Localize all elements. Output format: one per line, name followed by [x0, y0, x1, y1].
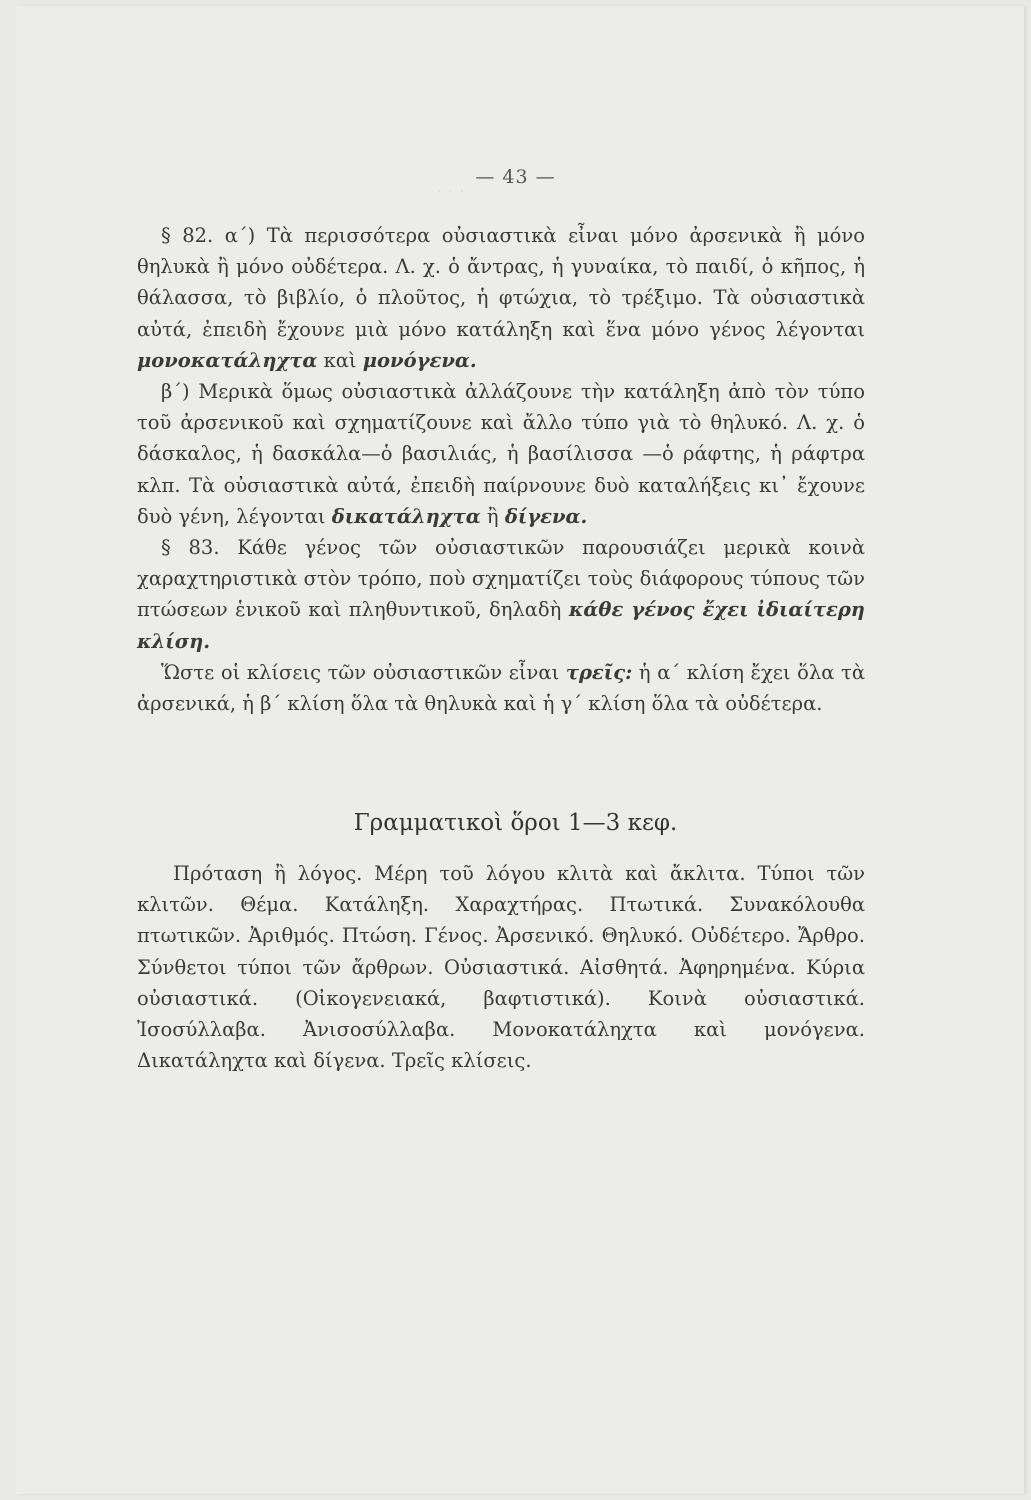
paragraph-82a-text-2: καὶ [317, 348, 363, 372]
paragraph-82b-text-2: ἢ [480, 504, 505, 528]
term-dikatalichta: δικατάληχτα [331, 504, 481, 528]
paragraph-83 [137, 532, 865, 657]
paragraph-82b-text-1: β΄) Μερικὰ ὅμως οὐσιαστικὰ ἀλλάζουνε τὴν κατάληξη ἀπὸ τὸν τύπο τοῦ ἀρσενικοῦ καὶ σχηματίζουνε καὶ ἄλλο τύπο γιὰ τὸ θηλυκό. Λ. χ. ὁ δάσκαλος, ἡ δασκάλα—ὁ βασιλιάς, ἡ βασίλισσα —ὁ ράφτης, ἡ ράφτρα κλπ. Τὰ οὐσιαστικὰ αὐτά, ἐπειδὴ παίρνουνε δυὸ καταλήξεις κι᾿ ἔχουνε δυὸ γένη, λέγονται [137, 380, 865, 528]
body-text [137, 220, 865, 719]
paragraph-82a [137, 220, 865, 376]
paragraph-82b [137, 376, 865, 532]
section-heading: Γραμματικοὶ ὅροι 1—3 κεφ. [353, 810, 678, 836]
glossary-terms: Πρόταση ἢ λόγος. Μέρη τοῦ λόγου κλιτὰ καὶ ἄκλιτα. Τύποι τῶν κλιτῶν. Θέμα. Κατάληξη. Χαραχτήρας. Πτωτικά. Συνακόλουθα πτωτικῶν. Ἀριθμός. Πτώση. Γένος. Ἀρσενικό. Θηλυκό. Οὐδέτερο. Ἄρθρο. Σύνθετοι τύποι τῶν ἄρθρων. Οὐσιαστικά. Αἰσθητά. Ἀφηρημένα. Κύρια οὐσιαστικά. (Οἰκογενειακά, βαφτιστικά). Κοινὰ οὐσιαστικά. Ἰσοσύλλαβα. Ἀνισοσύλλαβα. Μονοκατάληχτα καὶ μονόγενα. Δικατάληχτα καὶ δίγενα. Τρεῖς κλίσεις. [137, 862, 865, 1073]
term-treis: τρεῖς: [565, 660, 633, 684]
paragraph-82a-text-1: § 82. α΄) Τὰ περισσότερα οὐσιαστικὰ εἶναι μόνο ἀρσενικὰ ἢ μόνο θηλυκὰ ἢ μόνο οὐδέτερα. Λ. χ. ὁ ἄντρας, ἡ γυναίκα, τὸ παιδί, ὁ κῆπος, ἡ θάλασσα, τὸ βιβλίο, ὁ πλοῦτος, ἡ φτώχια, τὸ τρέξιμο. Τὰ οὐσιαστικὰ αὐτά, ἐπειδὴ ἔχουνε μιὰ μόνο κατάληξη καὶ ἕνα μόνο γένος λέγονται [137, 224, 865, 341]
page-number: — 43 — [475, 166, 556, 188]
term-idiaiteri-klisi: κάθε γένος ἔχει ἰδιαίτερη κλίση. [137, 598, 865, 653]
paragraph-83b-text-2: ἡ α΄ κλίση ἔχει ὅλα τὰ ἀρσενικά, ἡ β΄ κλίση ὅλα τὰ θηλυκὰ καὶ ἡ γ΄ κλίση ὅλα τὰ οὐδέτερα. [137, 660, 865, 716]
paragraph-83b-text-1: Ὥστε οἱ κλίσεις τῶν οὐσιαστικῶν εἶναι [161, 660, 566, 684]
term-digena: δίγενα. [504, 504, 588, 528]
term-monogena: μονόγενα. [362, 348, 477, 372]
paragraph-83b [137, 657, 865, 719]
term-monokatalichta: μονοκατάληχτα [137, 348, 318, 372]
paragraph-83-text-1: § 83. Κάθε γένος τῶν οὐσιαστικῶν παρουσιάζει μερικὰ κοινὰ χαραχτηριστικὰ στὸν τρόπο, ποὺ σχηματίζει τοὺς διάφορους τύπους τῶν πτώσεων ἑνικοῦ καὶ πληθυντικοῦ, δηλαδὴ [137, 536, 865, 622]
